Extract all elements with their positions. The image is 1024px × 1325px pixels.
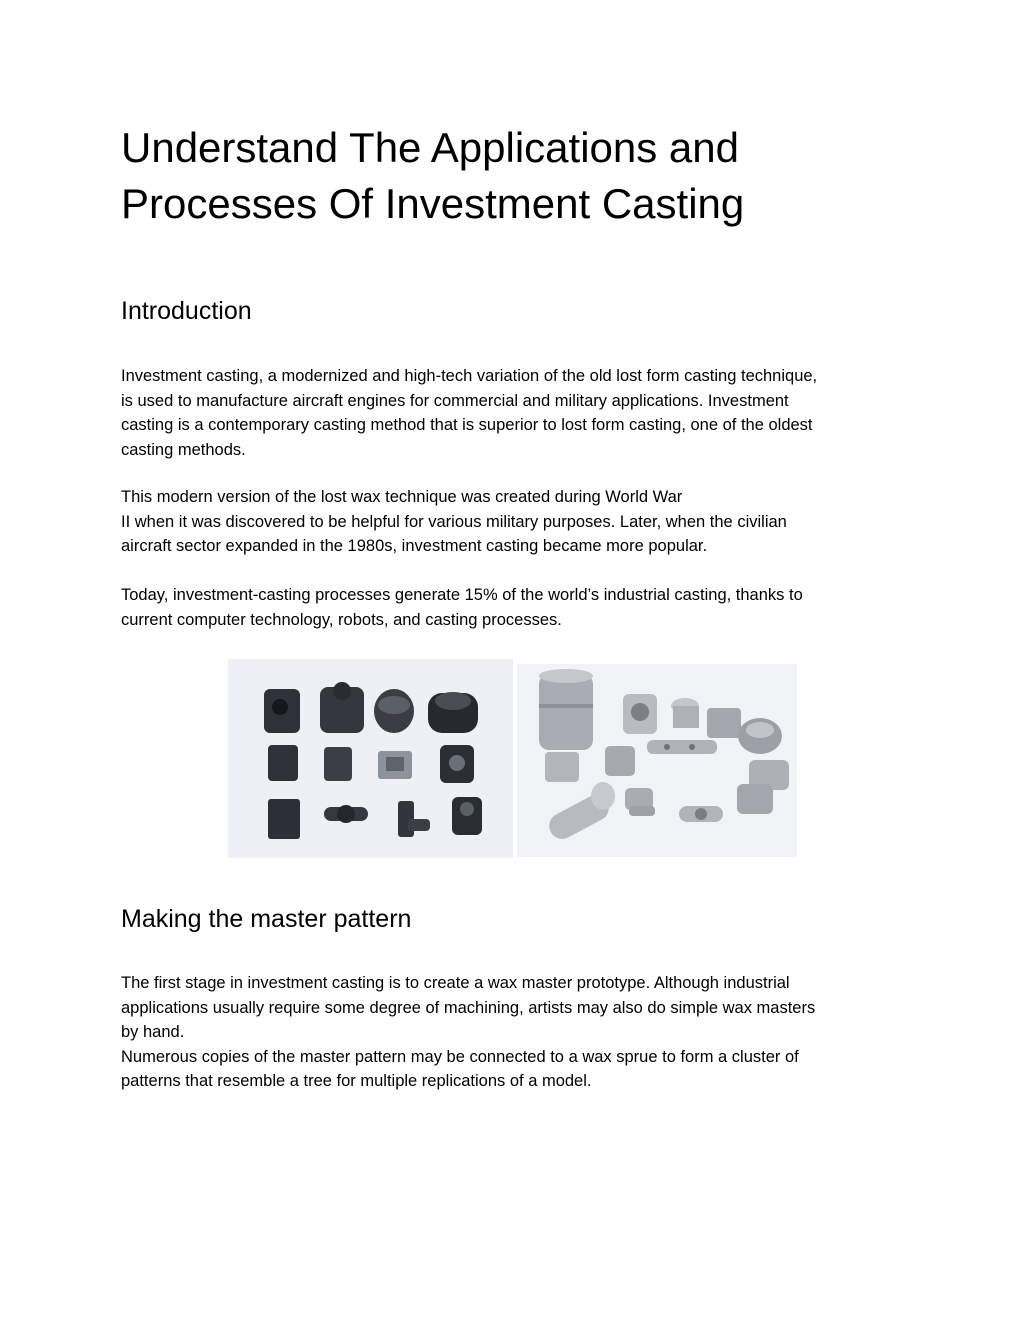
text-line: The first stage in investment casting is to create a wax master prototype. Although industrial <box>121 974 790 992</box>
text-line: Today, investment-casting processes generate 15% of the world’s industrial casting, thanks to <box>121 586 803 604</box>
paragraph-intro-3 <box>121 583 911 632</box>
title-line-2: Processes Of Investment Casting <box>121 180 745 227</box>
text-line: casting is a contemporary casting method that is superior to lost form casting, one of the oldest <box>121 416 813 434</box>
text-line: Investment casting, a modernized and high-tech variation of the old lost form casting technique, <box>121 367 818 385</box>
paragraph-master-pattern <box>121 971 911 1094</box>
text-line: applications usually require some degree of machining, artists may also do simple wax masters <box>121 998 816 1017</box>
paragraph-intro-2 <box>121 485 911 559</box>
casting-parts-figure <box>228 659 798 858</box>
text-line: Numerous copies of the master pattern may be connected to a wax sprue to form a cluster of <box>121 1047 799 1066</box>
section-heading-introduction: Introduction <box>121 297 252 325</box>
section-heading-master-pattern: Making the master pattern <box>121 905 412 933</box>
text-line: aircraft sector expanded in the 1980s, investment casting became more popular. <box>121 537 708 555</box>
text-line: current computer technology, robots, and casting processes. <box>121 610 562 629</box>
dark-cast-parts-photo <box>228 659 513 858</box>
text-line: is used to manufacture aircraft engines for commercial and military applications. Investment <box>121 391 789 410</box>
title-line-1: Understand The Applications and <box>121 124 739 171</box>
text-line: This modern version of the lost wax technique was created during World War <box>121 488 683 506</box>
aluminum-cast-parts-photo <box>517 664 797 857</box>
text-line: patterns that resemble a tree for multiple replications of a model. <box>121 1072 592 1090</box>
text-line: II when it was discovered to be helpful for various military purposes. Later, when the civilian <box>121 512 787 531</box>
document-title <box>121 120 911 232</box>
text-line: by hand. <box>121 1023 185 1041</box>
text-line: casting methods. <box>121 440 246 459</box>
paragraph-intro-1 <box>121 364 911 462</box>
